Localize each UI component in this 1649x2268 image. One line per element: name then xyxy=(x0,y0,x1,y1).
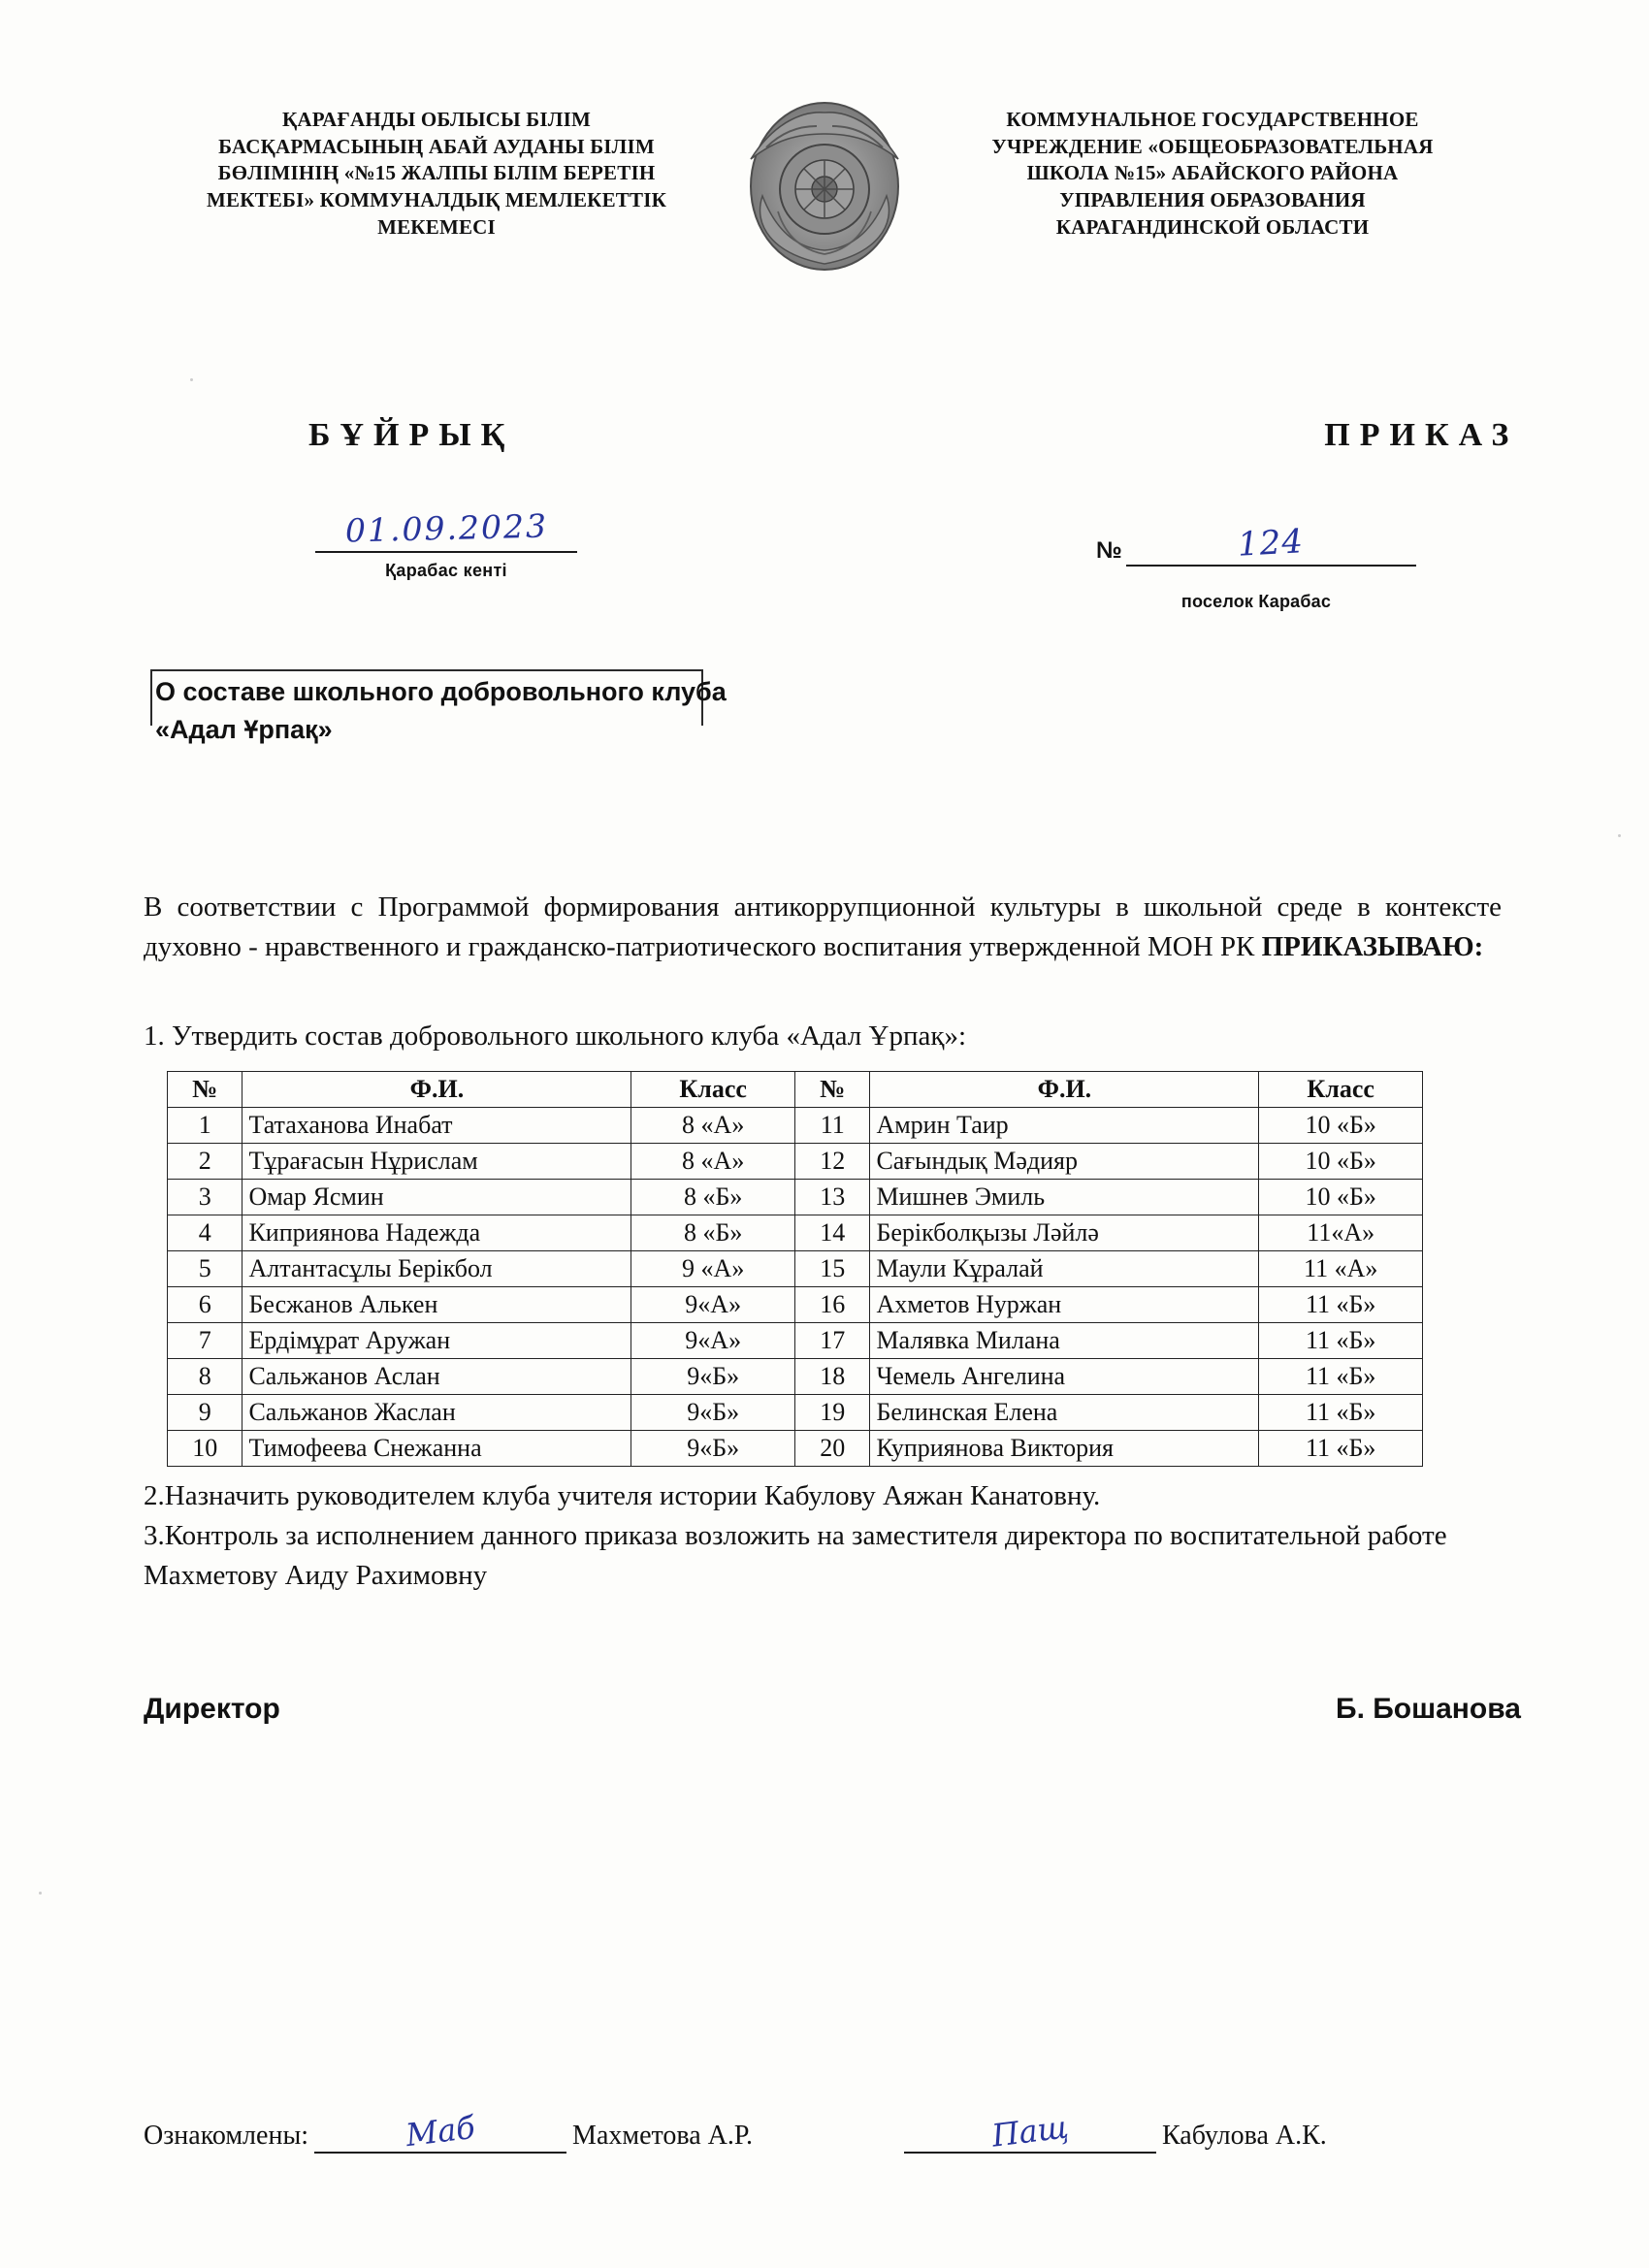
cell-num-left: 2 xyxy=(168,1144,242,1180)
cell-num-right: 18 xyxy=(794,1359,869,1395)
acknowledgement-label: Ознакомлены: xyxy=(144,2121,309,2151)
cell-class-right: 11 «Б» xyxy=(1259,1287,1423,1323)
cell-num-left: 8 xyxy=(168,1359,242,1395)
header-org-russian: КОММУНАЛЬНОЕ ГОСУДАРСТВЕННОЕ УЧРЕЖДЕНИЕ «ОБЩЕОБРАЗОВАТЕЛЬНАЯ ШКОЛА №15» АБАЙСКОГО РАЙОНА УПРАВЛЕНИЯ ОБРАЗОВАНИЯ КАРАГАНДИНСКОЙ ОБЛАСТИ xyxy=(991,108,1434,239)
cell-class-left: 9«А» xyxy=(631,1323,795,1359)
table-row xyxy=(168,1251,1423,1287)
cell-num-right: 19 xyxy=(794,1395,869,1431)
cell-name-right: Амрин Таир xyxy=(870,1108,1259,1144)
order-place-russian: поселок Карабас xyxy=(1180,592,1332,611)
cell-class-left: 9«А» xyxy=(631,1287,795,1323)
order-number-line xyxy=(1126,524,1416,567)
kazakhstan-emblem-icon xyxy=(728,89,922,283)
signature-slot-1 xyxy=(314,2108,566,2155)
cell-name-right: Берікболқызы Ләйлә xyxy=(870,1215,1259,1251)
signature-row xyxy=(144,1693,1521,1726)
cell-name-left: Тимофеева Снежанна xyxy=(242,1431,631,1467)
cell-class-right: 10 «Б» xyxy=(1259,1180,1423,1215)
cell-class-right: 10 «Б» xyxy=(1259,1108,1423,1144)
cell-num-right: 14 xyxy=(794,1215,869,1251)
cell-name-left: Киприянова Надежда xyxy=(242,1215,631,1251)
cell-num-left: 4 xyxy=(168,1215,242,1251)
cell-class-left: 9«Б» xyxy=(631,1359,795,1395)
order-title-kazakh: БҰЙРЫҚ xyxy=(308,417,515,453)
preamble-order-word: ПРИКАЗЫВАЮ: xyxy=(1261,931,1484,963)
header-org-kazakh: ҚАРАҒАНДЫ ОБЛЫСЫ БІЛІМ БАСҚАРМАСЫНЫҢ АБАЙ АУДАНЫ БІЛІМ БӨЛІМІНІҢ «№15 ЖАЛПЫ БІЛІМ БЕРЕТІН МЕКТЕБІ» КОММУНАЛДЫҚ МЕМЛЕКЕТТІК МЕКЕМЕСІ xyxy=(206,108,666,239)
table-header-row xyxy=(168,1072,1423,1108)
item-2: 2.Назначить руководителем клуба учителя истории Кабулову Аяжан Канатовну. xyxy=(144,1480,1101,1511)
order-number-handwritten: 124 xyxy=(1237,522,1306,565)
cell-num-left: 5 xyxy=(168,1251,242,1287)
item-3: 3.Контроль за исполнением данного приказа возложить на заместителя директора по воспитательной работе Махметову Аиду Рахимовну xyxy=(144,1520,1447,1592)
cell-num-right: 13 xyxy=(794,1180,869,1215)
item-1: 1. Утвердить состав добровольного школьного клуба «Адал Ұрпақ»: xyxy=(144,1021,966,1052)
cell-num-left: 3 xyxy=(168,1180,242,1215)
cell-class-left: 9 «А» xyxy=(631,1251,795,1287)
order-date-rule xyxy=(315,551,577,553)
table-row xyxy=(168,1287,1423,1323)
cell-class-left: 9«Б» xyxy=(631,1431,795,1467)
col-header-class-right: Класс xyxy=(1259,1072,1423,1108)
order-titles xyxy=(0,417,1649,454)
cell-class-right: 11 «Б» xyxy=(1259,1431,1423,1467)
cell-class-right: 11«А» xyxy=(1259,1215,1423,1251)
cell-num-left: 1 xyxy=(168,1108,242,1144)
cell-name-left: Ердімұрат Аружан xyxy=(242,1323,631,1359)
page-mark xyxy=(190,378,193,381)
table-row xyxy=(168,1215,1423,1251)
cell-name-right: Куприянова Виктория xyxy=(870,1431,1259,1467)
signature-slot-2 xyxy=(904,2108,1156,2155)
cell-class-right: 11 «А» xyxy=(1259,1251,1423,1287)
cell-num-right: 17 xyxy=(794,1323,869,1359)
cell-name-left: Татаханова Инабат xyxy=(242,1108,631,1144)
subject-text: О составе школьного добровольного клуба «Адал Ұрпақ» xyxy=(155,677,727,745)
cell-class-left: 8 «Б» xyxy=(631,1180,795,1215)
table-row xyxy=(168,1144,1423,1180)
cell-class-right: 11 «Б» xyxy=(1259,1395,1423,1431)
table-row xyxy=(168,1108,1423,1144)
cell-name-right: Ахметов Нуржан xyxy=(870,1287,1259,1323)
col-header-name-left: Ф.И. xyxy=(242,1072,631,1108)
cell-name-left: Омар Ясмин xyxy=(242,1180,631,1215)
cell-name-right: Сағындық Мәдияр xyxy=(870,1144,1259,1180)
cell-name-left: Бесжанов Алькен xyxy=(242,1287,631,1323)
table-row xyxy=(168,1431,1423,1467)
cell-name-left: Сальжанов Аслан xyxy=(242,1359,631,1395)
document-header xyxy=(0,107,1649,283)
cell-class-right: 10 «Б» xyxy=(1259,1144,1423,1180)
number-symbol: № xyxy=(1096,537,1122,564)
cell-name-right: Чемель Ангелина xyxy=(870,1359,1259,1395)
cell-num-right: 16 xyxy=(794,1287,869,1323)
cell-class-left: 8 «А» xyxy=(631,1108,795,1144)
order-number-block xyxy=(1096,524,1416,612)
col-header-num-right: № xyxy=(794,1072,869,1108)
cell-name-right: Маули Кұралай xyxy=(870,1251,1259,1287)
cell-name-right: Малявка Милана xyxy=(870,1323,1259,1359)
page-mark xyxy=(1618,834,1621,837)
post-table-items xyxy=(144,1476,1521,1597)
page-mark xyxy=(39,1892,42,1895)
table-row xyxy=(168,1359,1423,1395)
cell-class-right: 11 «Б» xyxy=(1259,1323,1423,1359)
acknowledgement-row xyxy=(144,2108,1521,2155)
cell-num-right: 11 xyxy=(794,1108,869,1144)
cell-name-right: Белинская Елена xyxy=(870,1395,1259,1431)
cell-class-right: 11 «Б» xyxy=(1259,1359,1423,1395)
cell-num-left: 6 xyxy=(168,1287,242,1323)
acknowledgement-name-2: Кабулова А.К. xyxy=(1161,2121,1327,2151)
col-header-name-right: Ф.И. xyxy=(870,1072,1259,1108)
acknowledgement-name-1: Махметова А.Р. xyxy=(572,2121,753,2151)
cell-num-left: 7 xyxy=(168,1323,242,1359)
table-row xyxy=(168,1323,1423,1359)
cell-name-left: Тұрағасын Нұрислам xyxy=(242,1144,631,1180)
order-date-handwritten: 01.09.2023 xyxy=(344,506,548,550)
signature-scribble-2: Пащ xyxy=(989,2108,1071,2155)
table-row xyxy=(168,1180,1423,1215)
members-table-wrap xyxy=(167,1071,1423,1467)
col-header-class-left: Класс xyxy=(631,1072,795,1108)
signature-name: Б. Бошанова xyxy=(1336,1693,1521,1725)
signature-role: Директор xyxy=(144,1693,280,1725)
table-row xyxy=(168,1395,1423,1431)
preamble-text: В соответствии с Программой формирования антикоррупционной культуры в школьной среде в контексте духовно - нравственного и гражданско-патриотического воспитания утвержденной МОН РК xyxy=(144,891,1502,963)
col-header-num-left: № xyxy=(168,1072,242,1108)
cell-num-right: 20 xyxy=(794,1431,869,1467)
order-date-block xyxy=(306,506,587,581)
preamble-paragraph xyxy=(144,888,1502,967)
cell-class-left: 9«Б» xyxy=(631,1395,795,1431)
cell-class-left: 8 «А» xyxy=(631,1144,795,1180)
cell-num-right: 12 xyxy=(794,1144,869,1180)
cell-name-right: Мишнев Эмиль xyxy=(870,1180,1259,1215)
cell-name-left: Сальжанов Жаслан xyxy=(242,1395,631,1431)
order-title-russian: ПРИКАЗ xyxy=(1324,417,1519,453)
members-table xyxy=(167,1071,1423,1467)
order-place-kazakh: Қарабас кенті xyxy=(385,561,507,580)
cell-num-left: 9 xyxy=(168,1395,242,1431)
cell-num-left: 10 xyxy=(168,1431,242,1467)
cell-class-left: 8 «Б» xyxy=(631,1215,795,1251)
signature-scribble-1: Маб xyxy=(404,2108,477,2155)
cell-num-right: 15 xyxy=(794,1251,869,1287)
cell-name-left: Алтантасұлы Берікбол xyxy=(242,1251,631,1287)
